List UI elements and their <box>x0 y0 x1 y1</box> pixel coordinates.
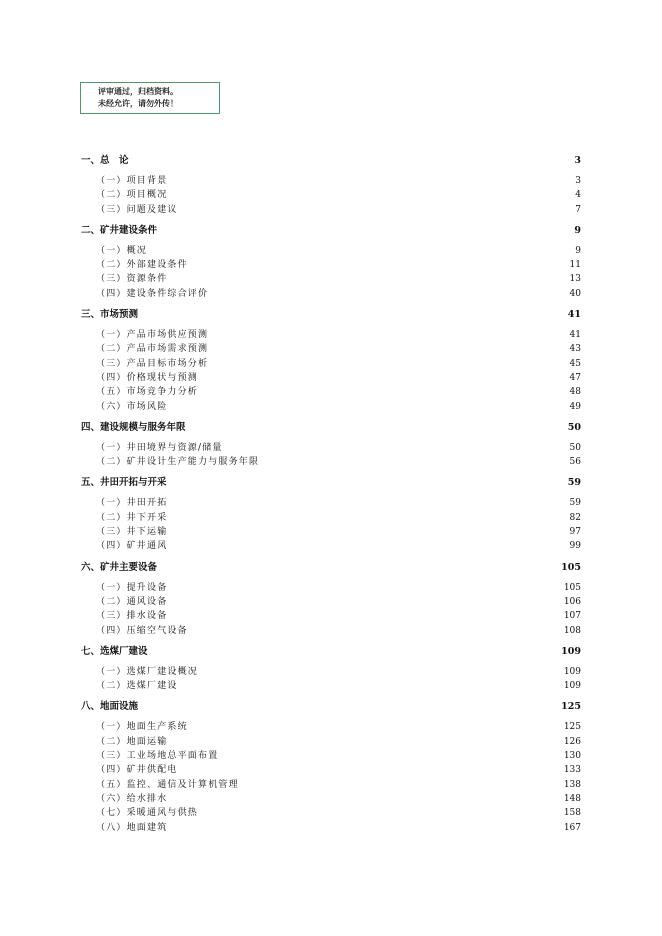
toc-section-heading[interactable] <box>81 421 581 434</box>
entry-page-number: 50 <box>569 442 581 453</box>
toc-entry[interactable] <box>81 342 581 356</box>
entry-label: （三）问题及建议 <box>96 204 178 215</box>
toc-section-heading[interactable] <box>81 308 581 321</box>
toc-section-heading[interactable] <box>81 154 581 167</box>
toc-entry[interactable] <box>81 496 581 510</box>
toc-entry[interactable] <box>81 244 581 258</box>
entry-label: （四）矿井通风 <box>96 541 168 552</box>
entry-page-number: 125 <box>563 722 581 733</box>
section-title: 四、建设规模与服务年限 <box>81 421 186 433</box>
entry-page-number: 148 <box>563 793 581 804</box>
table-of-contents <box>81 154 581 835</box>
review-notice-box <box>80 82 220 114</box>
toc-entry[interactable] <box>81 203 581 217</box>
entry-label: （一）项目背景 <box>96 176 168 186</box>
toc-section <box>81 645 581 694</box>
section-title: 一、总 论 <box>81 155 129 166</box>
toc-entry[interactable] <box>81 679 581 693</box>
toc-section-heading[interactable] <box>81 561 581 574</box>
entry-page-number: 130 <box>563 751 581 762</box>
entry-page-number: 82 <box>569 512 581 523</box>
toc-entry[interactable] <box>81 792 581 806</box>
toc-entry[interactable] <box>81 525 581 539</box>
section-title: 五、井田开拓与开采 <box>81 477 167 489</box>
toc-entry[interactable] <box>81 624 581 638</box>
toc-section-heading[interactable] <box>81 224 581 237</box>
entry-label: （一）产品市场供应预测 <box>96 330 209 341</box>
toc-entry[interactable] <box>81 188 581 202</box>
entry-page-number: 40 <box>569 288 581 299</box>
toc-section-heading[interactable] <box>81 645 581 658</box>
entry-page-number: 158 <box>563 808 581 819</box>
toc-entry[interactable] <box>81 357 581 371</box>
toc-entry[interactable] <box>81 806 581 820</box>
entry-label: （二）外部建设条件 <box>96 260 188 271</box>
toc-entry[interactable] <box>81 441 581 455</box>
entry-page-number: 108 <box>563 625 581 636</box>
toc-entry[interactable] <box>81 609 581 623</box>
entry-label: （一）井田开拓 <box>96 498 168 509</box>
entry-page-number: 56 <box>569 457 581 468</box>
entry-label: （八）地面建筑 <box>96 822 168 833</box>
entry-page-number: 126 <box>563 736 581 747</box>
entry-label: （一）概况 <box>96 245 148 256</box>
entry-label: （六）给水排水 <box>96 793 168 804</box>
toc-entry[interactable] <box>81 539 581 553</box>
entry-label: （三）排水设备 <box>96 611 168 622</box>
entry-page-number: 47 <box>569 372 581 383</box>
section-page-number: 3 <box>574 155 581 166</box>
entry-page-number: 43 <box>569 344 581 355</box>
entry-label: （二）产品市场需求预测 <box>96 344 209 355</box>
toc-entry[interactable] <box>81 385 581 399</box>
entry-label: （一）井田境界与资源/储量 <box>96 442 223 453</box>
toc-section <box>81 154 581 217</box>
entry-label: （七）采暖通风与供热 <box>96 808 199 819</box>
entry-page-number: 109 <box>563 681 581 692</box>
toc-entry[interactable] <box>81 581 581 595</box>
entry-page-number: 109 <box>563 666 581 677</box>
toc-entry[interactable] <box>81 258 581 272</box>
entry-label: （二）井下开采 <box>96 512 168 523</box>
entry-page-number: 13 <box>569 274 581 285</box>
entry-page-number: 97 <box>569 527 581 538</box>
toc-entry[interactable] <box>81 749 581 763</box>
section-page-number: 105 <box>561 561 581 573</box>
entry-label: （一）地面生产系统 <box>96 722 188 733</box>
notice-line-2: 未经允许，请勿外传！ <box>98 99 178 108</box>
toc-entry[interactable] <box>81 400 581 414</box>
entry-page-number: 106 <box>563 596 581 607</box>
entry-page-number: 99 <box>569 541 581 552</box>
entry-label: （三）工业场地总平面布置 <box>96 751 219 762</box>
entry-label: （四）压缩空气设备 <box>96 625 188 636</box>
section-title: 八、地面设施 <box>81 701 139 713</box>
entry-page-number: 107 <box>563 611 581 622</box>
entry-page-number: 48 <box>569 387 581 398</box>
section-page-number: 9 <box>574 224 581 236</box>
section-page-number: 50 <box>567 421 581 433</box>
toc-entry[interactable] <box>81 272 581 286</box>
toc-entry[interactable] <box>81 720 581 734</box>
section-title: 三、市场预测 <box>81 309 139 321</box>
entry-page-number: 105 <box>563 582 581 593</box>
entry-page-number: 138 <box>563 779 581 790</box>
entry-label: （二）选煤厂建设 <box>96 681 178 692</box>
entry-label: （四）价格现状与预测 <box>96 372 199 383</box>
entry-page-number: 41 <box>569 330 581 341</box>
toc-entry[interactable] <box>81 287 581 301</box>
toc-section-heading[interactable] <box>81 700 581 713</box>
entry-page-number: 4 <box>575 190 581 201</box>
toc-entry[interactable] <box>81 455 581 469</box>
toc-entry[interactable] <box>81 778 581 792</box>
entry-page-number: 9 <box>575 245 581 256</box>
section-title: 六、矿井主要设备 <box>81 561 158 573</box>
toc-section <box>81 561 581 638</box>
entry-page-number: 59 <box>569 498 581 509</box>
entry-page-number: 7 <box>575 204 581 215</box>
entry-page-number: 45 <box>569 358 581 369</box>
entry-label: （四）建设条件综合评价 <box>96 288 209 299</box>
notice-line-1: 评审通过，归档资料。 <box>98 87 178 96</box>
toc-entry[interactable] <box>81 511 581 525</box>
section-page-number: 59 <box>567 477 581 489</box>
entry-page-number: 133 <box>563 765 581 776</box>
entry-label: （三）井下运输 <box>96 527 168 538</box>
toc-entry[interactable] <box>81 328 581 342</box>
entry-page-number: 3 <box>575 176 581 186</box>
toc-section <box>81 700 581 834</box>
entry-label: （二）地面运输 <box>96 736 168 747</box>
toc-section <box>81 476 581 553</box>
entry-page-number: 11 <box>569 260 581 271</box>
section-page-number: 109 <box>561 645 581 657</box>
entry-label: （一）选煤厂建设概况 <box>96 666 199 677</box>
toc-section-heading[interactable] <box>81 476 581 489</box>
toc-entry[interactable] <box>81 665 581 679</box>
entry-label: （五）市场竞争力分析 <box>96 387 199 398</box>
toc-entry[interactable] <box>81 595 581 609</box>
entry-label: （二）矿井设计生产能力与服务年限 <box>96 457 260 468</box>
toc-entry[interactable] <box>81 735 581 749</box>
entry-page-number: 167 <box>563 822 581 833</box>
entry-label: （四）矿井供配电 <box>96 765 178 776</box>
entry-page-number: 49 <box>569 401 581 412</box>
entry-label: （一）提升设备 <box>96 582 168 593</box>
toc-entry[interactable] <box>81 371 581 385</box>
entry-label: （三）资源条件 <box>96 274 168 285</box>
section-page-number: 125 <box>561 701 581 713</box>
entry-label: （五）监控、通信及计算机管理 <box>96 779 239 790</box>
section-title: 七、选煤厂建设 <box>81 645 148 657</box>
entry-label: （三）产品目标市场分析 <box>96 358 209 369</box>
toc-entry[interactable] <box>81 821 581 835</box>
toc-entry[interactable] <box>81 174 581 188</box>
toc-entry[interactable] <box>81 763 581 777</box>
entry-label: （二）项目概况 <box>96 190 168 201</box>
entry-label: （六）市场风险 <box>96 401 168 412</box>
toc-section <box>81 421 581 470</box>
toc-section <box>81 308 581 414</box>
section-page-number: 41 <box>567 309 581 321</box>
toc-section <box>81 224 581 301</box>
entry-label: （二）通风设备 <box>96 596 168 607</box>
section-title: 二、矿井建设条件 <box>81 224 158 236</box>
